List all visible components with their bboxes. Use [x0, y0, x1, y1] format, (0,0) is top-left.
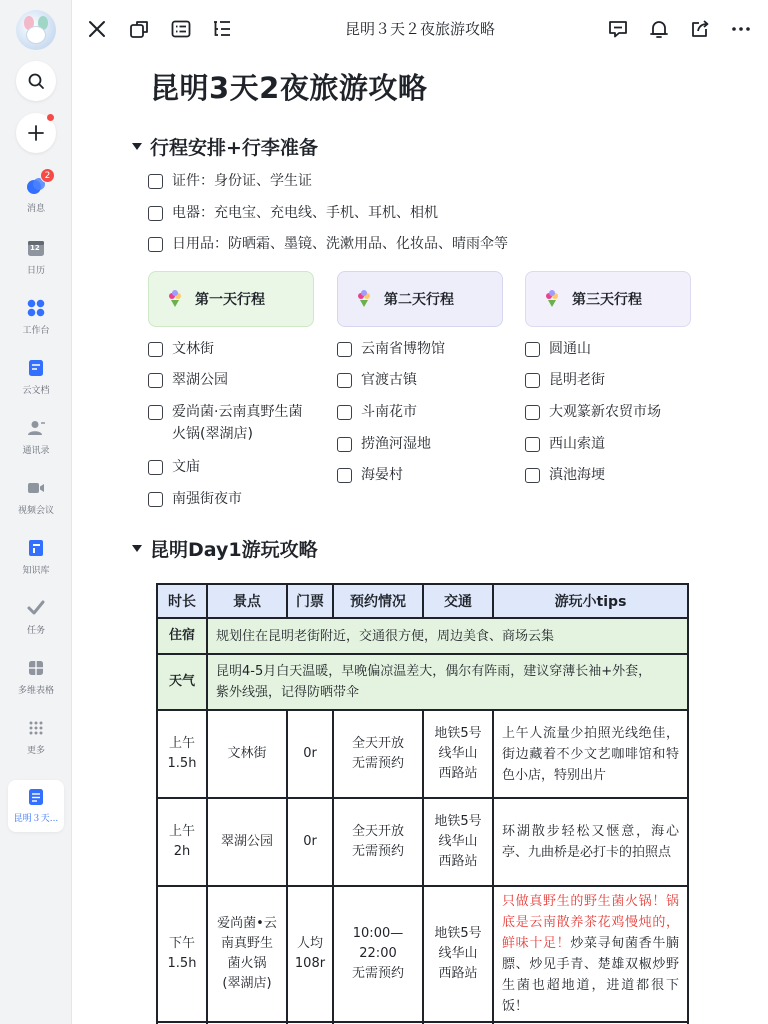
- active-document-label: 昆明３天...: [13, 814, 59, 824]
- stay-text: 规划住在昆明老街附近，交通很方便，周边美食、商场云集: [207, 618, 688, 654]
- booking-cell: [333, 886, 423, 1022]
- checkbox[interactable]: [337, 373, 352, 388]
- traffic-line: 西路站: [438, 766, 478, 781]
- day3-item: [525, 338, 591, 360]
- day3-item: [525, 433, 605, 455]
- duration-text: 1.5h: [167, 756, 197, 771]
- checkbox[interactable]: [337, 437, 352, 452]
- day2-item: [337, 433, 431, 455]
- flower-bouquet-icon: [542, 289, 562, 309]
- document-icon: [27, 788, 45, 806]
- ticket-line: 人均: [296, 936, 323, 951]
- table-row-stay: [157, 618, 688, 654]
- rail-item-tasks[interactable]: [0, 597, 72, 636]
- traffic-line: 线华山: [438, 746, 478, 761]
- checkbox[interactable]: [148, 492, 163, 507]
- outline-tree-icon: [211, 18, 233, 40]
- tips-cell: 环湖散步轻松又惬意，海心亭、九曲桥是必打卡的拍照点: [493, 798, 688, 886]
- booking-line: 全天开放: [351, 736, 404, 751]
- checklist-item: [148, 202, 438, 224]
- day2-title: 第二天行程: [384, 292, 454, 308]
- day1-card: [148, 271, 314, 327]
- window-switch-button[interactable]: [126, 16, 152, 42]
- left-rail: [0, 0, 72, 1024]
- column-header: 交通: [423, 584, 493, 618]
- item-text: [172, 401, 302, 445]
- checkmark-icon: [26, 598, 46, 618]
- checkbox[interactable]: [525, 405, 540, 420]
- day3-item: [525, 369, 605, 391]
- section-heading-itinerary[interactable]: [132, 133, 318, 160]
- page-title: 昆明3天2夜旅游攻略: [150, 71, 428, 105]
- wiki-book-icon: [26, 538, 46, 558]
- row-label: 住宿: [157, 618, 207, 654]
- checkbox[interactable]: [337, 405, 352, 420]
- top-bar: [72, 0, 768, 58]
- rail-item-label: 日历: [26, 266, 45, 276]
- table-header-row: [157, 584, 688, 618]
- document-title-bar: 昆明３天２夜旅游攻略: [344, 20, 495, 38]
- booking-line: 无需预约: [351, 966, 404, 981]
- table-row: [157, 886, 688, 1022]
- day2-card: [337, 271, 503, 327]
- create-button[interactable]: [16, 113, 56, 153]
- traffic-line: 地铁5号: [434, 926, 482, 941]
- bell-icon: [648, 18, 670, 40]
- rail-item-video[interactable]: [0, 477, 72, 516]
- plus-icon: [27, 124, 45, 142]
- checkbox[interactable]: [148, 342, 163, 357]
- heading-text: 昆明Day1游玩攻略: [150, 539, 318, 561]
- checklist-text: 电器：充电宝、充电线、手机、耳机、相机: [172, 205, 438, 221]
- collapse-triangle-icon[interactable]: [132, 545, 142, 552]
- rail-item-label: 消息: [26, 204, 45, 214]
- spot-line: 爱尚菌•云: [217, 916, 277, 931]
- flower-bouquet-icon: [354, 289, 374, 309]
- checkbox[interactable]: [148, 405, 163, 420]
- rail-item-label: 工作台: [22, 326, 50, 336]
- day1-item: [148, 488, 242, 510]
- column-header: 预约情况: [333, 584, 423, 618]
- item-text: 文林街: [172, 341, 214, 357]
- traffic-cell: [423, 798, 493, 886]
- column-header: 游玩小tips: [493, 584, 688, 618]
- close-icon: [87, 19, 107, 39]
- time-cell: [157, 886, 207, 1022]
- duration-text: 1.5h: [167, 956, 197, 971]
- unread-badge: 2: [40, 168, 55, 183]
- traffic-line: 线华山: [438, 946, 478, 961]
- section-heading-day1[interactable]: [132, 535, 318, 562]
- item-text: 昆明老街: [549, 372, 605, 388]
- item-text: 翠湖公园: [172, 372, 228, 388]
- traffic-line: 线华山: [438, 834, 478, 849]
- booking-line: 全天开放: [351, 824, 404, 839]
- rail-item-label: 云文档: [22, 386, 50, 396]
- rail-item-workplace[interactable]: [0, 297, 72, 336]
- more-options-button[interactable]: [728, 16, 754, 42]
- weather-line2: 紫外线强，记得防晒带伞: [216, 685, 360, 700]
- spot-cell: 文林街: [207, 710, 287, 798]
- checkbox[interactable]: [525, 468, 540, 483]
- time-text: 上午: [168, 736, 195, 751]
- table-row: [157, 798, 688, 886]
- item-text: 云南省博物馆: [361, 341, 445, 357]
- checklist-text: 证件：身份证、学生证: [172, 173, 312, 189]
- video-camera-icon: [26, 478, 46, 498]
- checkbox[interactable]: [148, 206, 163, 221]
- ticket-cell: [287, 886, 333, 1022]
- spot-cell: [207, 886, 287, 1022]
- item-text-line1: 爱尚菌·云南真野生菌: [172, 404, 303, 420]
- day1-item: [148, 369, 228, 391]
- booking-line: 无需预约: [351, 756, 404, 771]
- rail-item-label: 任务: [26, 626, 45, 636]
- day1-item: [148, 456, 200, 478]
- checkbox[interactable]: [337, 468, 352, 483]
- spot-line: 南真野生: [220, 936, 273, 951]
- day3-card: [525, 271, 691, 327]
- tips-highlight: 只做真野生的野生菌火锅！锅底是云南散养茶花鸡慢炖的，鲜味十足！: [502, 894, 679, 951]
- day1-item: [148, 338, 214, 360]
- booking-line: 无需预约: [351, 844, 404, 859]
- share-icon: [689, 18, 711, 40]
- notification-button[interactable]: [646, 16, 672, 42]
- table-row: [157, 710, 688, 798]
- rail-item-messages[interactable]: [0, 171, 72, 214]
- rail-item-label: 知识库: [22, 566, 50, 576]
- day1-title: 第一天行程: [195, 292, 265, 308]
- checkbox[interactable]: [148, 460, 163, 475]
- checkbox[interactable]: [148, 174, 163, 189]
- comment-button[interactable]: [605, 16, 631, 42]
- item-text: 斗南花市: [361, 404, 417, 420]
- share-button[interactable]: [687, 16, 713, 42]
- traffic-cell: [423, 886, 493, 1022]
- item-text: 官渡古镇: [361, 372, 417, 388]
- item-text: 南强街夜市: [172, 491, 242, 507]
- heading-text: 行程安排+行李准备: [150, 137, 318, 159]
- weather-text: [207, 654, 688, 710]
- item-text: 大观篆新农贸市场: [549, 404, 661, 420]
- spot-line: 菌火锅: [227, 956, 267, 971]
- item-text-line2: 火锅(翠湖店): [172, 426, 253, 442]
- table-row-weather: [157, 654, 688, 710]
- contacts-icon: [26, 418, 46, 438]
- rail-item-label: 更多: [26, 746, 45, 756]
- checklist-item: [148, 233, 508, 255]
- traffic-line: 西路站: [438, 966, 478, 981]
- traffic-line: 西路站: [438, 854, 478, 869]
- column-header: 景点: [207, 584, 287, 618]
- checkbox[interactable]: [525, 342, 540, 357]
- item-text: 海晏村: [361, 467, 403, 483]
- checkbox[interactable]: [148, 373, 163, 388]
- apps-grid-icon: [26, 298, 46, 318]
- rail-item-label: 通讯录: [22, 446, 50, 456]
- ticket-cell: 0r: [287, 798, 333, 886]
- window-copy-icon: [128, 18, 150, 40]
- weather-line1: 昆明4-5月白天温暖，早晚偏凉温差大，偶尔有阵雨，建议穿薄长袖+外套，: [216, 664, 652, 679]
- rail-item-more[interactable]: [0, 717, 72, 756]
- checkbox[interactable]: [525, 437, 540, 452]
- more-horizontal-icon: [730, 18, 752, 40]
- close-button[interactable]: [84, 16, 110, 42]
- day3-item: [525, 464, 605, 486]
- rail-item-label: 视频会议: [17, 506, 54, 516]
- outline-button[interactable]: [209, 16, 235, 42]
- booking-cell: [333, 798, 423, 886]
- comment-icon: [607, 18, 629, 40]
- booking-cell: [333, 710, 423, 798]
- rail-item-wiki[interactable]: [0, 537, 72, 576]
- rail-item-bitable[interactable]: [0, 657, 72, 696]
- ticket-line: 108r: [294, 956, 326, 971]
- item-text: 西山索道: [549, 436, 605, 452]
- rail-item-docs[interactable]: [0, 357, 72, 396]
- booking-line: 10:00—: [352, 926, 404, 941]
- avatar[interactable]: [16, 10, 56, 50]
- row-label: 天气: [157, 654, 207, 710]
- spot-cell: 翠湖公园: [207, 798, 287, 886]
- doc-list-button[interactable]: [168, 16, 194, 42]
- table-grid-icon: [26, 658, 46, 678]
- more-dots-icon: [26, 718, 46, 738]
- day3-title: 第三天行程: [572, 292, 642, 308]
- day2-item: [337, 401, 417, 423]
- list-box-icon: [170, 18, 192, 40]
- document-body: [72, 58, 768, 1024]
- checkbox[interactable]: [337, 342, 352, 357]
- item-text: 滇池海埂: [549, 467, 605, 483]
- day2-item: [337, 369, 417, 391]
- rail-item-calendar[interactable]: [0, 237, 72, 276]
- time-text: 下午: [168, 936, 195, 951]
- traffic-line: 地铁5号: [434, 814, 482, 829]
- tips-cell: 上午人流量少拍照光线绝佳，街边藏着不少文艺咖啡馆和特色小店，特别出片: [493, 710, 688, 798]
- item-text: 圆通山: [549, 341, 591, 357]
- collapse-triangle-icon[interactable]: [132, 143, 142, 150]
- duration-text: 2h: [173, 844, 191, 859]
- traffic-cell: [423, 710, 493, 798]
- item-text: 捞渔河湿地: [361, 436, 431, 452]
- checkbox[interactable]: [525, 373, 540, 388]
- notification-dot: [47, 114, 54, 121]
- rail-item-contacts[interactable]: [0, 417, 72, 456]
- column-header: 时长: [157, 584, 207, 618]
- tips-cell: [493, 886, 688, 1022]
- spot-line: (翠湖店): [222, 976, 272, 991]
- checklist-text: 日用品：防晒霜、墨镜、洗漱用品、化妆品、晴雨伞等: [172, 236, 508, 252]
- calendar-date-text: 12: [30, 244, 40, 252]
- rail-active-document[interactable]: [8, 780, 64, 832]
- traffic-line: 地铁5号: [434, 726, 482, 741]
- day1-item: [148, 401, 302, 445]
- day2-item: [337, 338, 445, 360]
- search-button[interactable]: [16, 61, 56, 101]
- tips-text: 炒菜寻甸菌香牛腩膘、炒见手青、楚雄双椒炒野生菌也超地道，进道都很下饭！: [502, 936, 679, 1014]
- checklist-item: [148, 170, 312, 192]
- itinerary-table: [156, 583, 689, 1024]
- column-header: 门票: [287, 584, 333, 618]
- day3-item: [525, 401, 661, 423]
- rail-item-label: 多维表格: [17, 686, 54, 696]
- day2-item: [337, 464, 403, 486]
- checkbox[interactable]: [148, 237, 163, 252]
- item-text: 文庙: [172, 459, 200, 475]
- booking-line: 22:00: [359, 946, 397, 961]
- cloud-doc-icon: [26, 358, 46, 378]
- search-icon: [27, 72, 45, 90]
- time-text: 上午: [168, 824, 195, 839]
- flower-bouquet-icon: [165, 289, 185, 309]
- ticket-cell: 0r: [287, 710, 333, 798]
- time-cell: [157, 798, 207, 886]
- time-cell: [157, 710, 207, 798]
